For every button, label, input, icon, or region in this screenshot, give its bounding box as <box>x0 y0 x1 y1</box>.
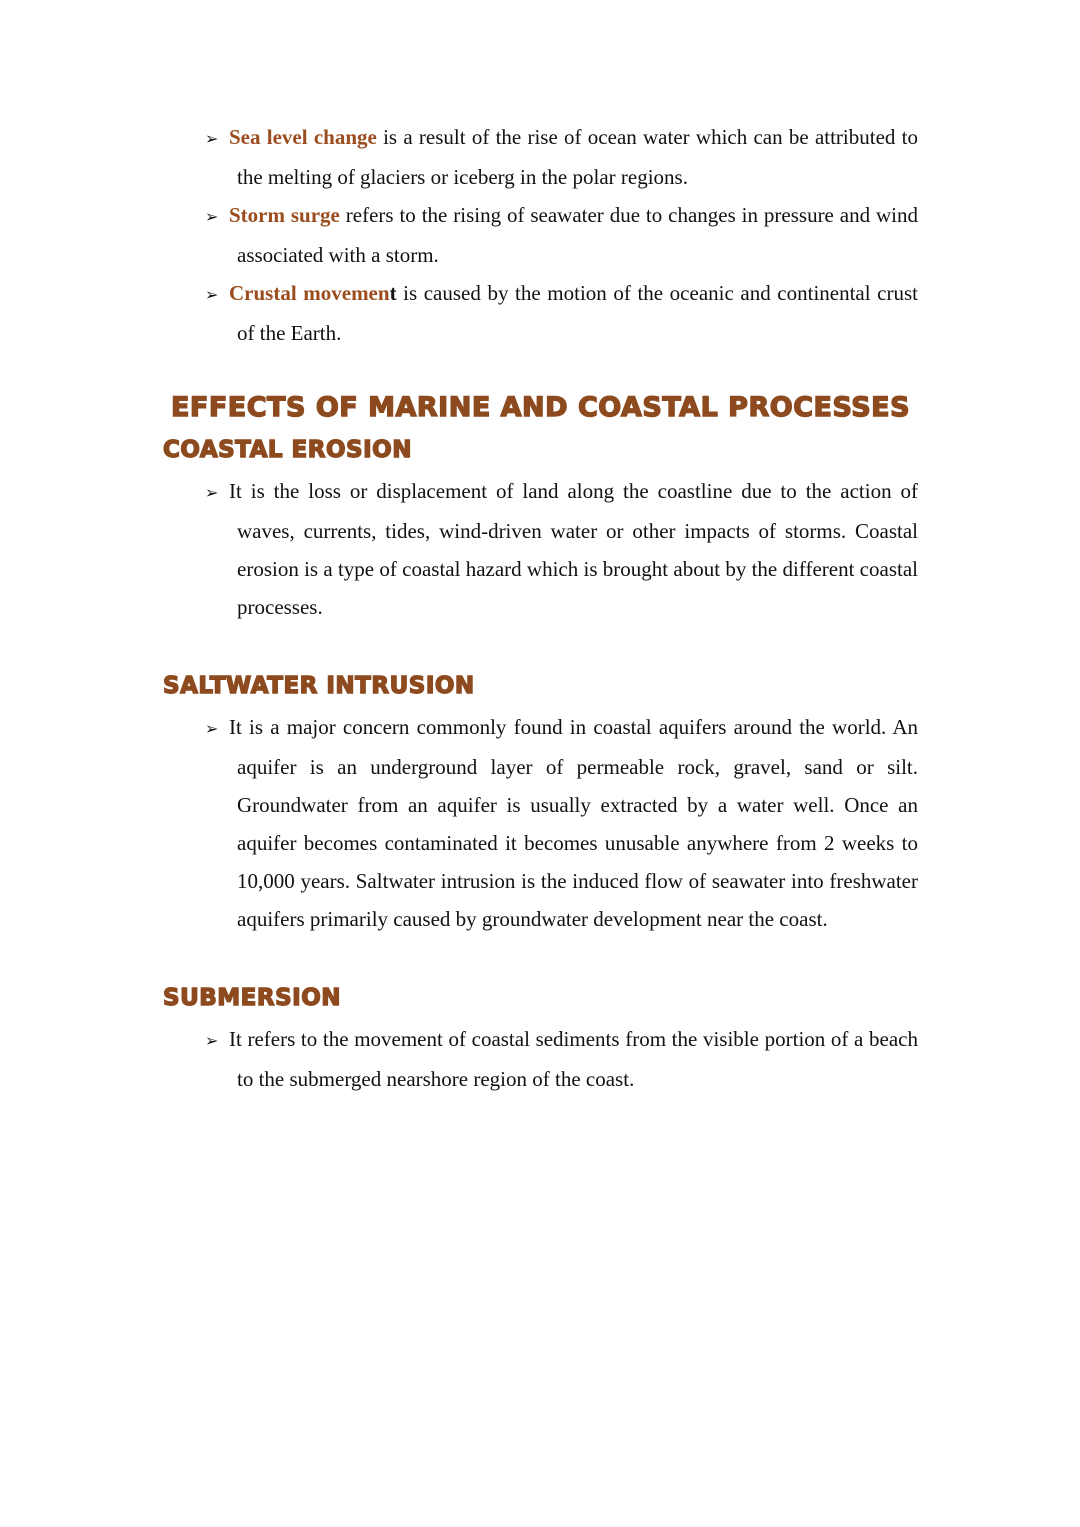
bullet-text: is a result of the rise of ocean water which can be attributed to the melting of glaciers or iceberg in the polar regions. <box>237 125 919 189</box>
list-item <box>163 274 918 352</box>
term-crustal-movement: Crustal movemen <box>229 281 390 305</box>
list-item <box>163 708 918 938</box>
arrow-bullet-icon: ➢ <box>205 1031 219 1050</box>
bullet-text: It refers to the movement of coastal sediments from the visible portion of a beach to the submerged nearshore region of the coast. <box>229 1027 918 1091</box>
arrow-bullet-icon: ➢ <box>205 285 219 304</box>
bullet-text: refers to the rising of seawater due to changes in pressure and wind associated with a storm. <box>237 203 918 267</box>
intro-bullet-list <box>163 118 918 352</box>
list-item <box>163 118 918 196</box>
list-item <box>163 196 918 274</box>
section-heading: SUBMERSION <box>163 985 342 1011</box>
section-heading: SALTWATER INTRUSION <box>163 673 475 699</box>
term-tail: t <box>389 281 397 305</box>
bullet-text: is caused by the motion of the oceanic and continental crust of the Earth. <box>237 281 918 345</box>
section-submersion <box>163 984 918 1098</box>
term-storm-surge: Storm surge <box>229 203 340 227</box>
arrow-bullet-icon: ➢ <box>205 207 219 226</box>
section-coastal-erosion <box>163 436 918 626</box>
list-item <box>163 1020 918 1098</box>
arrow-bullet-icon: ➢ <box>205 719 219 738</box>
term-sea-level-change: Sea level change <box>229 125 377 149</box>
main-heading: EFFECTS OF MARINE AND COASTAL PROCESSES <box>170 392 911 423</box>
section-heading: COASTAL EROSION <box>163 437 412 463</box>
list-item <box>163 472 918 626</box>
sections <box>163 436 918 1098</box>
arrow-bullet-icon: ➢ <box>205 483 219 502</box>
bullet-text: It is a major concern commonly found in coastal aquifers around the world. An aquifer is an underground layer of permeable rock, gravel, sand or silt. Groundwater from an aquifer is usually extracted by a water well. Once an aquifer becomes contaminated it becomes unusable anywhere from 2 weeks to 10,000 years. Saltwater intrusion is the induced flow of seawater into freshwater aquifers primarily caused by groundwater development near the coast. <box>229 715 918 931</box>
section-saltwater-intrusion <box>163 672 918 938</box>
bullet-text: It is the loss or displacement of land along the coastline due to the action of waves, currents, tides, wind-driven water or other impacts of storms. Coastal erosion is a type of coastal hazard which is brought about by the different coastal processes. <box>229 479 918 619</box>
arrow-bullet-icon: ➢ <box>205 129 219 148</box>
